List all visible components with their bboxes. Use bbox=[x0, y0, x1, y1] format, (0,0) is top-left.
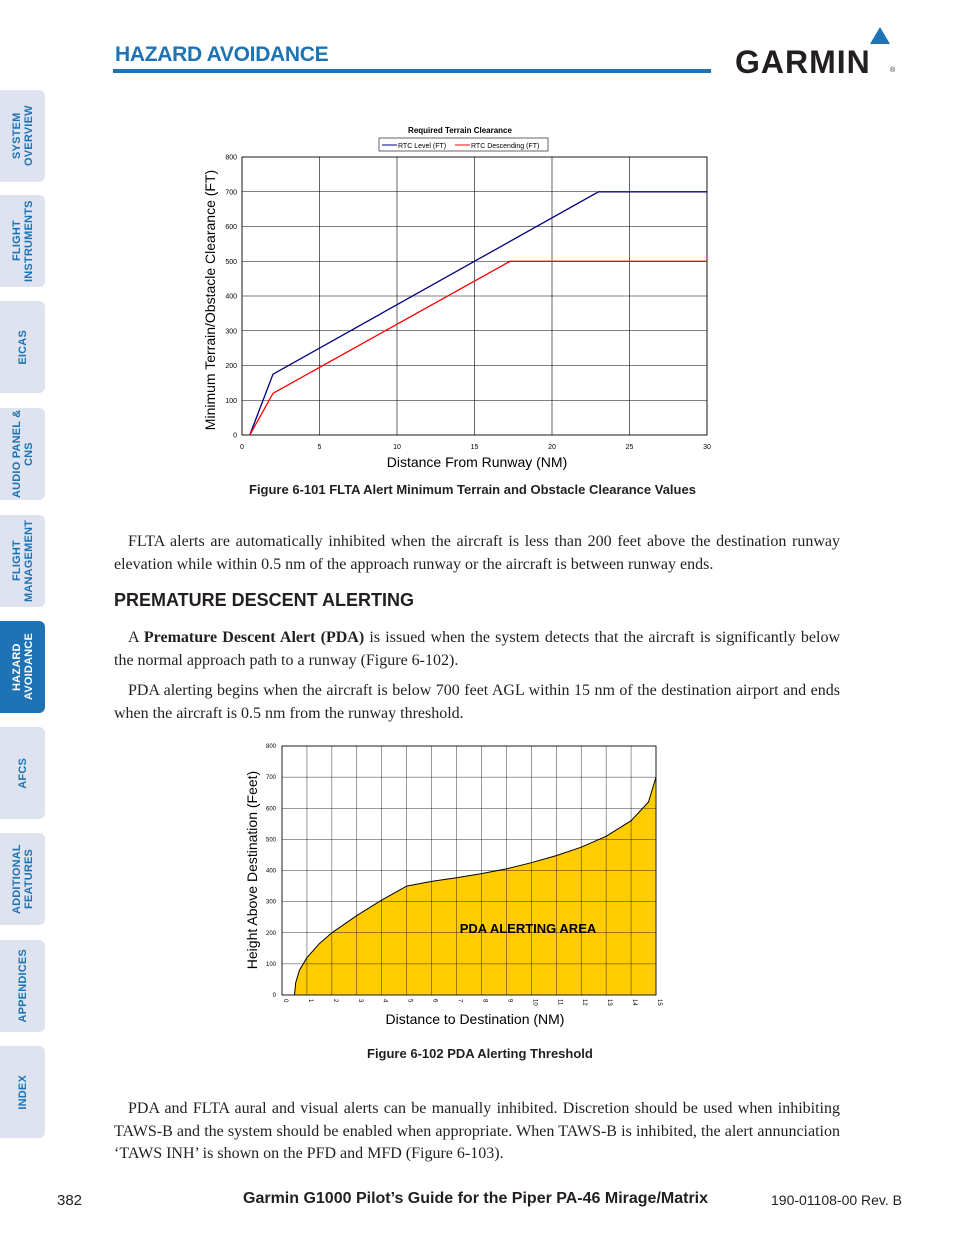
chart2-x-tick-label: 15 bbox=[656, 999, 662, 1006]
chart1-y-tick-label: 0 bbox=[233, 432, 237, 440]
chart1-x-tick-label: 30 bbox=[703, 444, 711, 451]
page-number: 382 bbox=[57, 1192, 83, 1209]
chart1-y-tick-label: 100 bbox=[225, 397, 237, 405]
chart1-y-tick-label: 400 bbox=[225, 293, 237, 301]
chart2-x-tick-label: 4 bbox=[381, 999, 388, 1003]
chart2-y-tick-label: 700 bbox=[265, 775, 276, 782]
chart2-y-tick-label: 200 bbox=[265, 930, 276, 937]
chart1-title: Required Terrain Clearance bbox=[408, 126, 512, 135]
paragraph-flta-inhibit bbox=[114, 531, 840, 576]
side-tab-label: SYSTEM OVERVIEW bbox=[10, 105, 35, 167]
chart1-x-tick-label: 10 bbox=[393, 444, 401, 451]
paragraph-text-pre: A bbox=[128, 629, 144, 646]
side-tab-label: APPENDICES bbox=[16, 949, 29, 1023]
chart2-x-tick-label: 1 bbox=[306, 999, 313, 1003]
side-tab-label: FLIGHT MANAGEMENT bbox=[10, 519, 35, 603]
footer-title: Garmin G1000 Pilot’s Guide for the Piper PA-46 Mirage/Matrix bbox=[243, 1190, 709, 1207]
chart2-y-tick-label: 0 bbox=[272, 993, 276, 999]
chart1-y-tick-label: 300 bbox=[225, 328, 237, 336]
chart2-x-tick-label: 14 bbox=[631, 999, 638, 1006]
chart2-x-tick-label: 3 bbox=[356, 999, 363, 1003]
chart1-x-axis-label: Distance From Runway (NM) bbox=[386, 454, 568, 470]
chart2-y-tick-label: 800 bbox=[265, 744, 276, 750]
chart2-y-axis-label: Height Above Destination (Feet) bbox=[244, 770, 260, 970]
garmin-logo: GARMIN bbox=[735, 44, 871, 80]
chart1-y-tick-label: 700 bbox=[225, 189, 237, 197]
chart1-y-tick-label: 600 bbox=[225, 224, 237, 231]
side-tab-label: HAZARD AVOIDANCE bbox=[10, 633, 35, 701]
side-tab-hazard-avoidance[interactable] bbox=[0, 621, 45, 713]
chart2-y-tick-label: 300 bbox=[265, 899, 276, 906]
rtc-chart bbox=[0, 0, 954, 480]
paragraph-pda-definition bbox=[114, 627, 840, 672]
chart2-x-tick-label: 8 bbox=[481, 999, 488, 1003]
side-tab-label: AUDIO PANEL & CNS bbox=[10, 409, 35, 499]
side-tab-label: ADDITIONAL FEATURES bbox=[10, 844, 35, 914]
page-title: HAZARD AVOIDANCE bbox=[115, 43, 329, 66]
chart1-legend bbox=[379, 138, 548, 151]
chart1-x-tick-label: 20 bbox=[548, 444, 556, 451]
chart2-x-tick-label: 5 bbox=[406, 999, 413, 1003]
document-number: 190-01108-00 Rev. B bbox=[771, 1192, 903, 1208]
side-tab-label: FLIGHT INSTRUMENTS bbox=[10, 200, 35, 282]
pda-term: Premature Descent Alert (PDA) bbox=[143, 629, 365, 646]
paragraph-text-post: is issued when the system detects that the aircraft is significantly below the normal approach path to a runway (Figure 6-102). bbox=[114, 629, 841, 669]
chart2-x-tick-label: 7 bbox=[456, 999, 463, 1003]
chart2-y-tick-label: 600 bbox=[265, 806, 276, 813]
side-tab-label: EICAS bbox=[16, 329, 29, 365]
paragraph-inhibit-alerts bbox=[114, 1098, 840, 1166]
chart1-x-tick-label: 15 bbox=[470, 444, 479, 451]
paragraph-text: FLTA alerts are automatically inhibited when the aircraft is less than 200 feet above the destination runway elevation while within 0.5 nm of the approach runway or the aircraft is between runway ends. bbox=[114, 533, 840, 573]
chart1-y-tick-label: 500 bbox=[225, 258, 237, 266]
chart2-x-tick-label: 13 bbox=[606, 999, 613, 1006]
chart2-x-tick-label: 10 bbox=[531, 999, 538, 1006]
chart1-y-tick-label: 200 bbox=[225, 363, 237, 370]
chart1-x-tick-label: 25 bbox=[625, 444, 634, 451]
chart1-x-tick-label: 5 bbox=[317, 444, 322, 451]
chart2-y-tick-label: 500 bbox=[265, 837, 276, 844]
side-tab-label: INDEX bbox=[16, 1074, 29, 1110]
chart1-x-tick-label: 0 bbox=[240, 444, 244, 451]
paragraph-pda-alerting bbox=[114, 680, 840, 725]
chart1-y-tick-label: 800 bbox=[225, 154, 237, 162]
pda-chart bbox=[0, 735, 954, 1035]
figure-6-102-caption: Figure 6-102 PDA Alerting Threshold bbox=[367, 1046, 593, 1061]
chart2-x-tick-label: 0 bbox=[282, 999, 288, 1003]
side-tab-index[interactable] bbox=[0, 1046, 45, 1138]
figure-6-101-caption: Figure 6-101 FLTA Alert Minimum Terrain and Obstacle Clearance Values bbox=[249, 482, 696, 497]
legend-label-rtc-level: RTC Level (FT) bbox=[398, 143, 447, 150]
chart2-x-tick-label: 11 bbox=[556, 999, 563, 1006]
chart2-y-tick-label: 400 bbox=[265, 868, 276, 875]
paragraph-text: PDA alerting begins when the aircraft is below 700 feet AGL within 15 nm of the destination airport and ends when the aircraft is 0.5 nm from the runway threshold. bbox=[114, 682, 840, 722]
side-tab-label: AFCS bbox=[16, 757, 29, 789]
chart2-x-tick-label: 2 bbox=[331, 999, 338, 1003]
paragraph-text: PDA and FLTA aural and visual alerts can be manually inhibited. Discretion should be used when inhibiting TAWS-B and the system should be enabled when appropriate. When TAWS-B is inhibited, the alert annunciation ‘TAWS INH’ is shown on the PFD and MFD (Figure 6-103). bbox=[114, 1100, 840, 1162]
side-tab-flight-management[interactable] bbox=[0, 515, 45, 607]
chart1-y-axis-label: Minimum Terrain/Obstacle Clearance (FT) bbox=[202, 169, 218, 431]
chart2-x-tick-label: 6 bbox=[431, 999, 438, 1003]
section-heading: PREMATURE DESCENT ALERTING bbox=[114, 590, 415, 610]
chart2-y-tick-label: 100 bbox=[265, 961, 276, 968]
logo-registered: ® bbox=[890, 67, 896, 74]
chart2-x-tick-label: 9 bbox=[506, 999, 513, 1003]
legend-label-rtc-descending: RTC Descending (FT) bbox=[471, 143, 540, 150]
pda-alerting-area-label: PDA ALERTING AREA bbox=[459, 921, 597, 936]
chart2-x-tick-label: 12 bbox=[581, 999, 588, 1006]
chart2-x-axis-label: Distance to Destination (NM) bbox=[385, 1011, 565, 1027]
